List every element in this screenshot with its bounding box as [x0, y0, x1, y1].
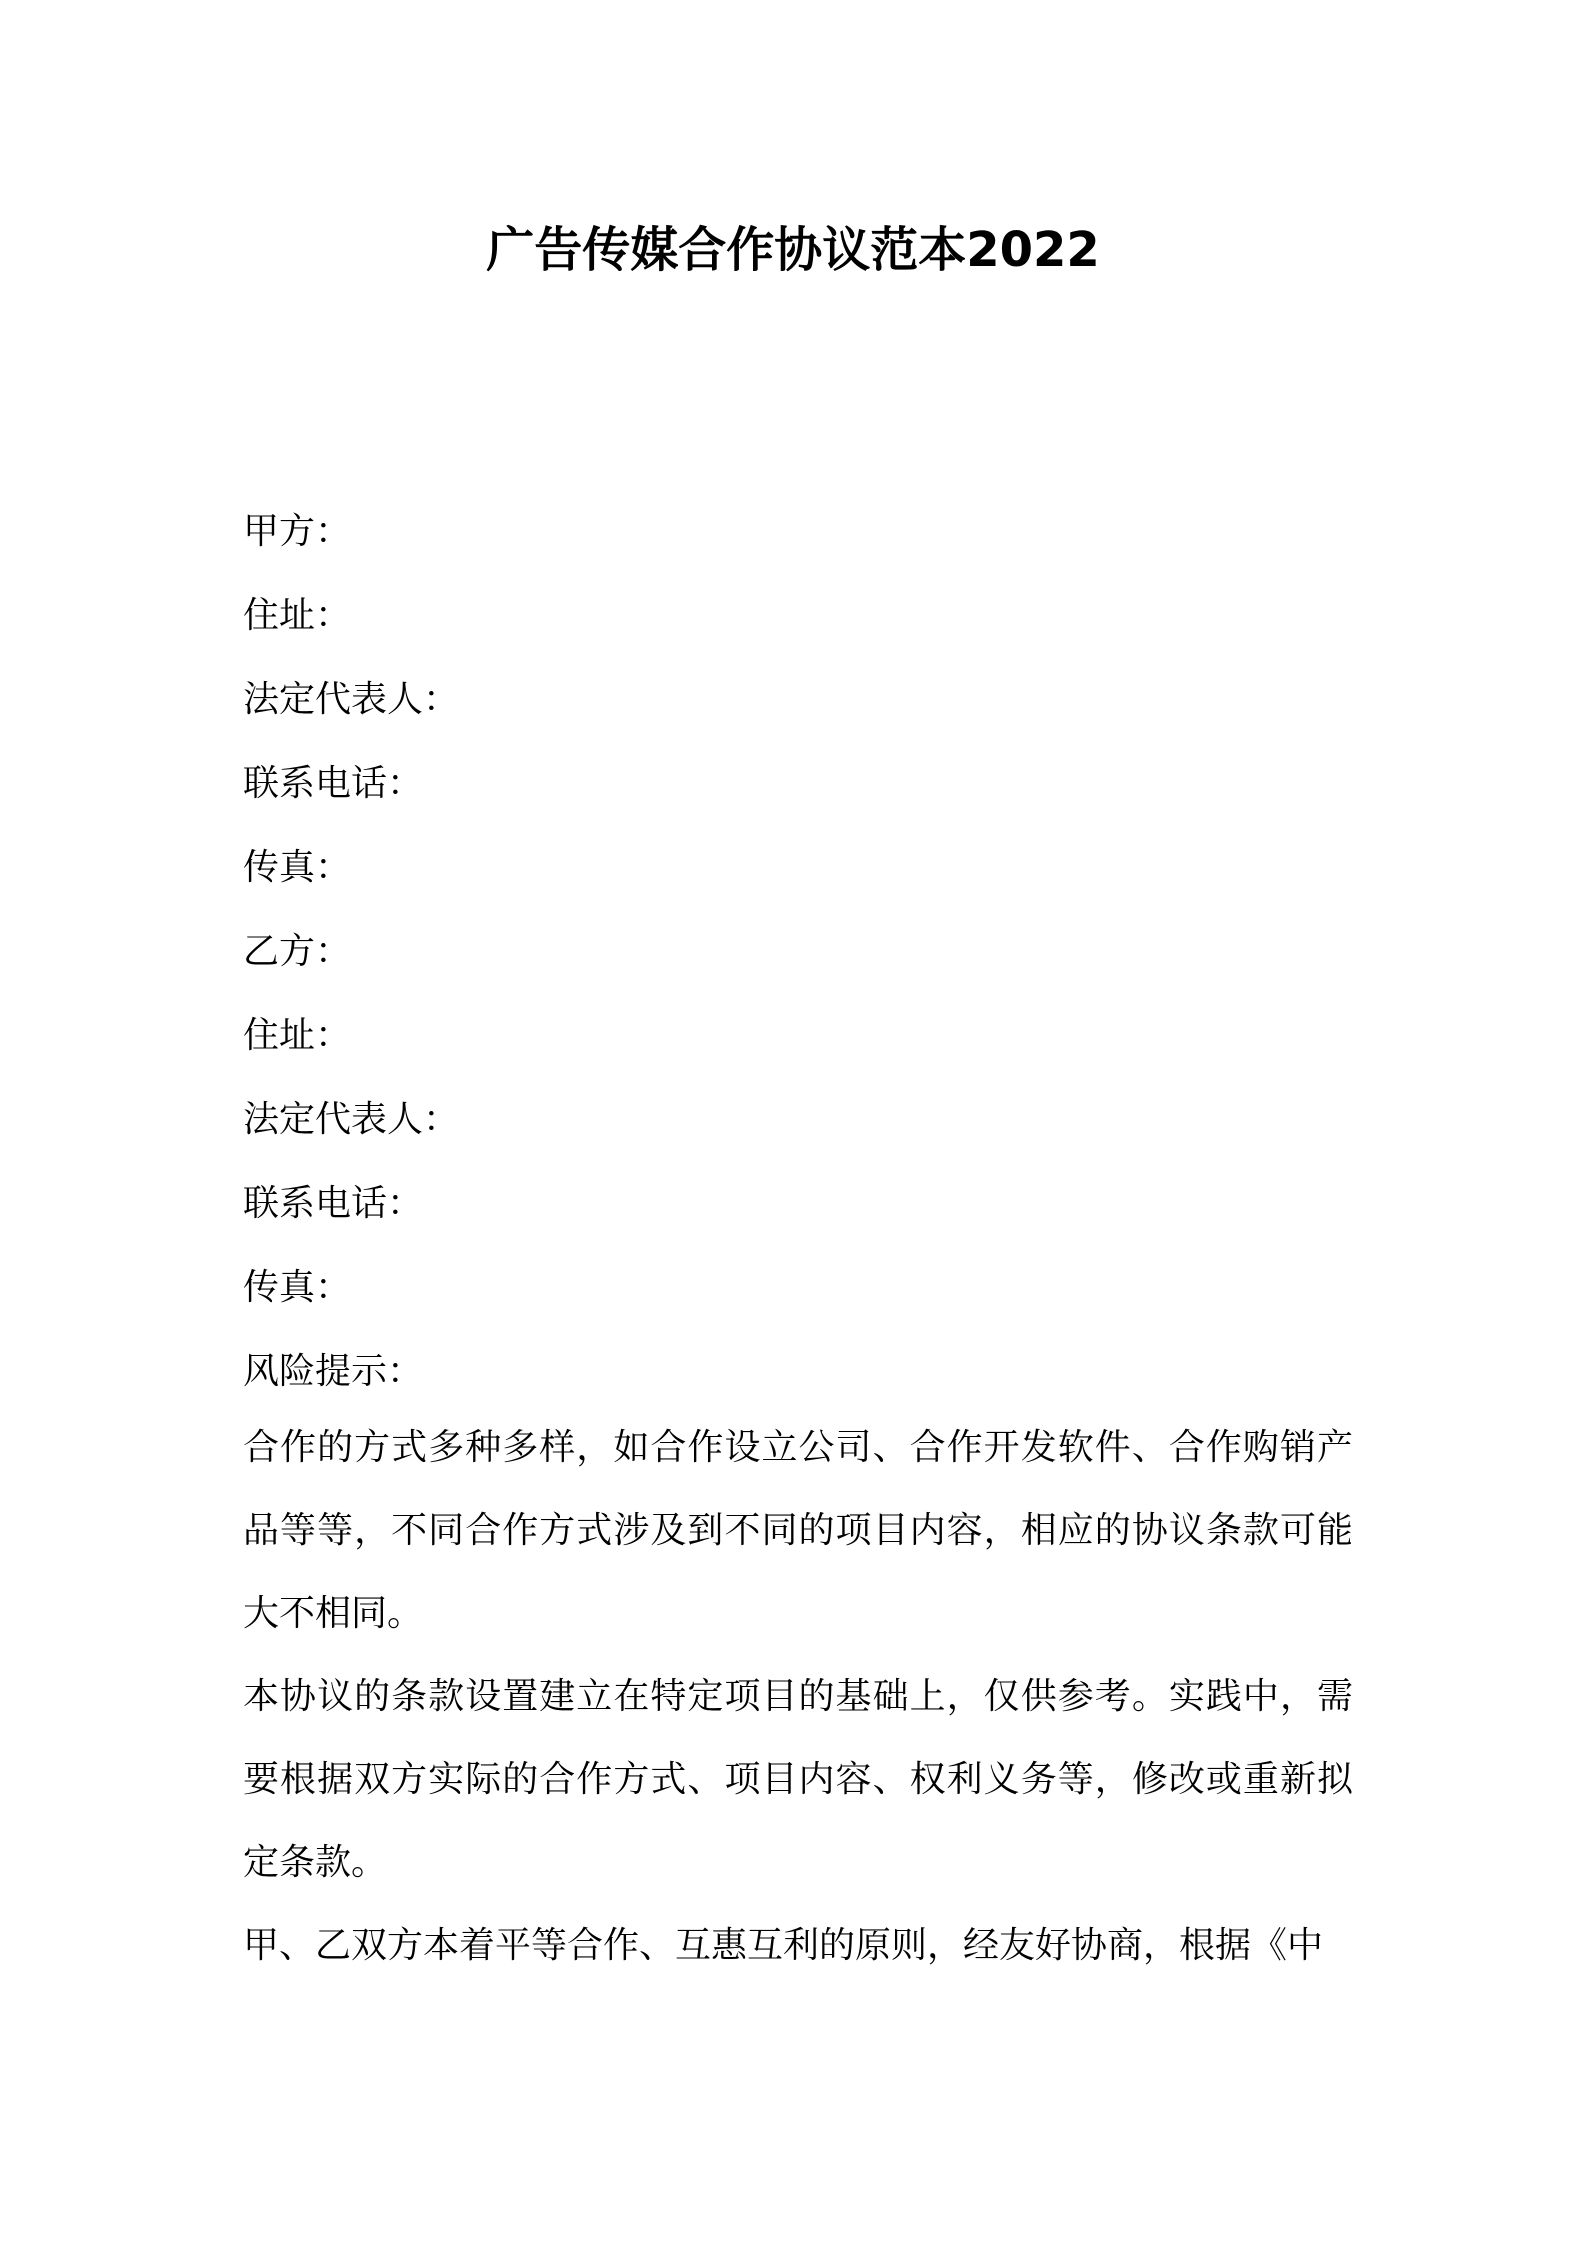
party-a-label: 甲方： — [243, 511, 352, 552]
party-b-address-label: 住址： — [243, 1015, 352, 1056]
party-a-phone-label: 联系电话： — [243, 763, 424, 804]
paragraph-agreement-preamble: 甲、乙双方本着平等合作、互惠互利的原则，经友好协商，根据《中 — [243, 1925, 1324, 1966]
party-a-fax-label: 传真： — [243, 847, 352, 888]
document-body — [243, 1406, 1353, 1987]
risk-notice-label: 风险提示： — [243, 1351, 424, 1392]
party-fields — [243, 490, 1353, 1414]
party-b-legal-rep-label: 法定代表人： — [243, 1099, 460, 1140]
paragraph-cooperation-forms: 合作的方式多种多样，如合作设立公司、合作开发软件、合作购销产品等等，不同合作方式涉及到不同的项目内容，相应的协议条款可能大不相同。 — [243, 1427, 1353, 1634]
document-title: 广告传媒合作协议范本2022 — [486, 222, 1100, 278]
party-b-phone-label: 联系电话： — [243, 1183, 424, 1224]
party-a-address-label: 住址： — [243, 595, 352, 636]
paragraph-reference-notice: 本协议的条款设置建立在特定项目的基础上，仅供参考。实践中，需要根据双方实际的合作方式、项目内容、权利义务等，修改或重新拟定条款。 — [243, 1676, 1353, 1883]
party-a-legal-rep-label: 法定代表人： — [243, 679, 460, 720]
party-b-fax-label: 传真： — [243, 1267, 352, 1308]
party-b-label: 乙方： — [243, 931, 352, 972]
